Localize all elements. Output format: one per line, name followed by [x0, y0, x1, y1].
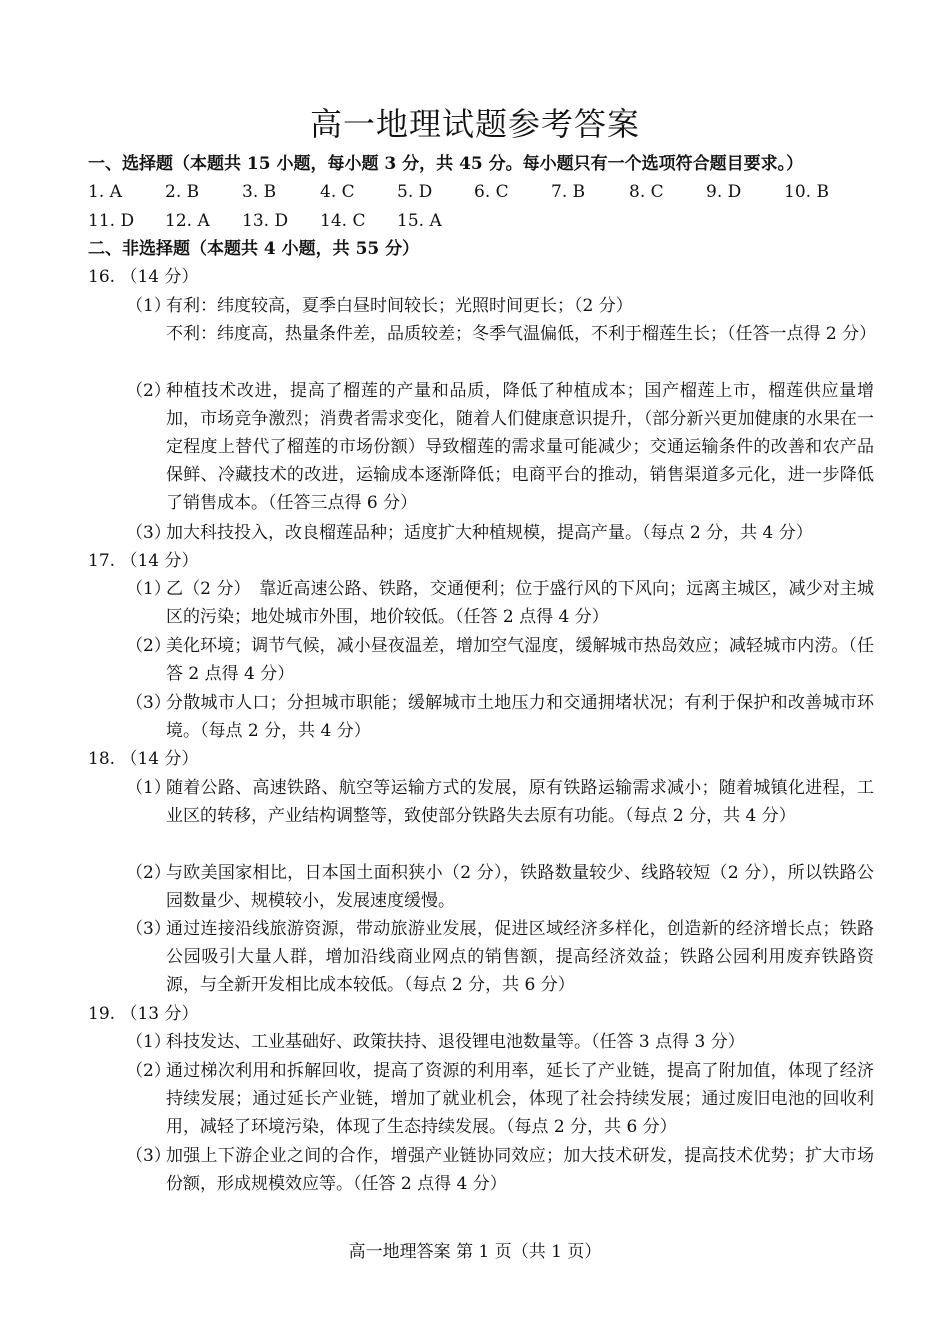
q16-part-3 — [126, 519, 874, 547]
page-footer: 高一地理答案 第 1 页（共 1 页） — [348, 1242, 602, 1262]
answer-text: 种植技术改进，提高了榴莲的产量和品质，降低了种植成本；国产榴莲上市，榴莲供应量增加，市场竞争激烈；消费者需求变化，随着人们健康意识提升，（部分新兴更加健康的水果在一定程度上替代了榴莲的市场份额）导致榴莲的需求量可能减少；交通运输条件的改善和农产品保鲜、冷藏技术的改进，运输成本逐渐降低；电商平台的推动，销售渠道多元化，进一步降低了销售成本。（任答三点得 6 分） — [166, 381, 874, 513]
part-number: （3） — [126, 919, 171, 939]
part-number: （1） — [126, 1032, 171, 1052]
answer-text: 加强上下游企业之间的合作，增强产业链协同效应；加大技术研发，提高技术优势；扩大市场份额，形成规模效应等。（任答 2 点得 4 分） — [166, 1146, 874, 1194]
question-18-heading: 18. （14 分） — [88, 749, 199, 769]
q18-part-3 — [126, 915, 874, 999]
mc-answer: 7. B — [551, 182, 586, 202]
mc-answer: 14. C — [320, 211, 366, 231]
answer-text: 分散城市人口；分担城市职能；缓解城市土地压力和交通拥堵状况；有利于保护和改善城市环境。（每点 2 分，共 4 分） — [166, 693, 874, 741]
q19-part-2 — [126, 1057, 874, 1141]
answer-text: 通过梯次利用和拆解回收，提高了资源的利用率，延长了产业链，提高了附加值，体现了经济持续发展；通过延长产业链，增加了就业机会，体现了社会持续发展；通过废旧电池的回收利用，减轻了环境污染，体现了生态持续发展。（每点 2 分，共 6 分） — [166, 1061, 874, 1137]
part-number: （3） — [126, 693, 171, 713]
q17-part-3 — [126, 689, 874, 745]
q19-part-3 — [126, 1142, 874, 1198]
mc-answer-row-1 — [88, 178, 888, 206]
q17-part-2 — [126, 632, 874, 688]
mc-answer: 11. D — [88, 211, 135, 231]
part-number: （3） — [126, 523, 171, 543]
mc-answer: 2. B — [165, 182, 200, 202]
mc-answer: 15. A — [397, 211, 442, 231]
mc-answer: 9. D — [706, 182, 742, 202]
question-16-heading: 16. （14 分） — [88, 267, 199, 287]
mc-answer: 5. D — [397, 182, 433, 202]
mc-answer: 6. C — [474, 182, 509, 202]
mc-answer: 4. C — [320, 182, 355, 202]
answer-text: 随着公路、高速铁路、航空等运输方式的发展，原有铁路运输需求减小；随着城镇化进程，工业区的转移，产业结构调整等，致使部分铁路失去原有功能。（每点 2 分，共 4 分） — [166, 778, 874, 826]
mc-answer: 12. A — [165, 211, 210, 231]
mc-answer: 8. C — [629, 182, 664, 202]
part-number: （2） — [126, 381, 171, 401]
answer-text: 通过连接沿线旅游资源，带动旅游业发展，促进区域经济多样化，创造新的经济增长点；铁路公园吸引大量人群，增加沿线商业网点的销售额，提高经济效益；铁路公园利用废弃铁路资源，与全新开发相比成本较低。（每点 2 分，共 6 分） — [166, 919, 874, 995]
section-2-heading: 二、非选择题（本题共 4 小题，共 55 分） — [88, 239, 420, 259]
q18-part-2 — [126, 859, 874, 915]
part-number: （1） — [126, 579, 171, 599]
page-title: 高一地理试题参考答案 — [309, 105, 640, 143]
part-number: （3） — [126, 1146, 171, 1166]
answer-text: 科技发达、工业基础好、政策扶持、退役锂电池数量等。（任答 3 点得 3 分） — [166, 1032, 745, 1052]
q16-part-2 — [126, 377, 874, 517]
mc-answer: 10. B — [784, 182, 829, 202]
answer-text: 乙（2 分） 靠近高速公路、铁路，交通便利；位于盛行风的下风向；远离主城区，减少对主城区的污染；地处城市外围，地价较低。（任答 2 点得 4 分） — [166, 579, 874, 627]
part-number: （2） — [126, 863, 171, 883]
part-number: （1） — [126, 778, 171, 798]
mc-answer: 13. D — [242, 211, 289, 231]
part-number: （1） — [126, 296, 171, 316]
part-number: （2） — [126, 636, 171, 656]
answer-text: 有利：纬度较高，夏季白昼时间较长；光照时间更长；（2 分） — [166, 296, 633, 316]
section-1-heading: 一、选择题（本题共 15 小题，每小题 3 分，共 45 分。每小题只有一个选项符合题目要求。） — [88, 154, 804, 174]
part-number: （2） — [126, 1061, 171, 1081]
mc-answer: 3. B — [242, 182, 277, 202]
answer-text: 美化环境；调节气候，减小昼夜温差，增加空气湿度，缓解城市热岛效应；减轻城市内涝。（任答 2 点得 4 分） — [166, 636, 874, 684]
mc-answer: 1. A — [88, 182, 122, 202]
q17-part-1 — [126, 575, 874, 631]
q19-part-1 — [126, 1028, 874, 1056]
answer-text: 不利：纬度高，热量条件差，品质较差；冬季气温偏低，不利于榴莲生长；（任答一点得 2 分） — [166, 324, 877, 344]
answer-text: 与欧美国家相比，日本国土面积狭小（2 分），铁路数量较少、线路较短（2 分），所以铁路公园数量少、规模较小，发展速度缓慢。 — [166, 863, 874, 911]
question-19-heading: 19. （13 分） — [88, 1004, 199, 1024]
mc-answer-row-2 — [88, 207, 888, 235]
answer-text: 加大科技投入，改良榴莲品种；适度扩大种植规模，提高产量。（每点 2 分，共 4 分） — [166, 523, 813, 543]
question-17-heading: 17. （14 分） — [88, 551, 199, 571]
q18-part-1 — [126, 774, 874, 830]
q16-part-1 — [126, 292, 877, 348]
